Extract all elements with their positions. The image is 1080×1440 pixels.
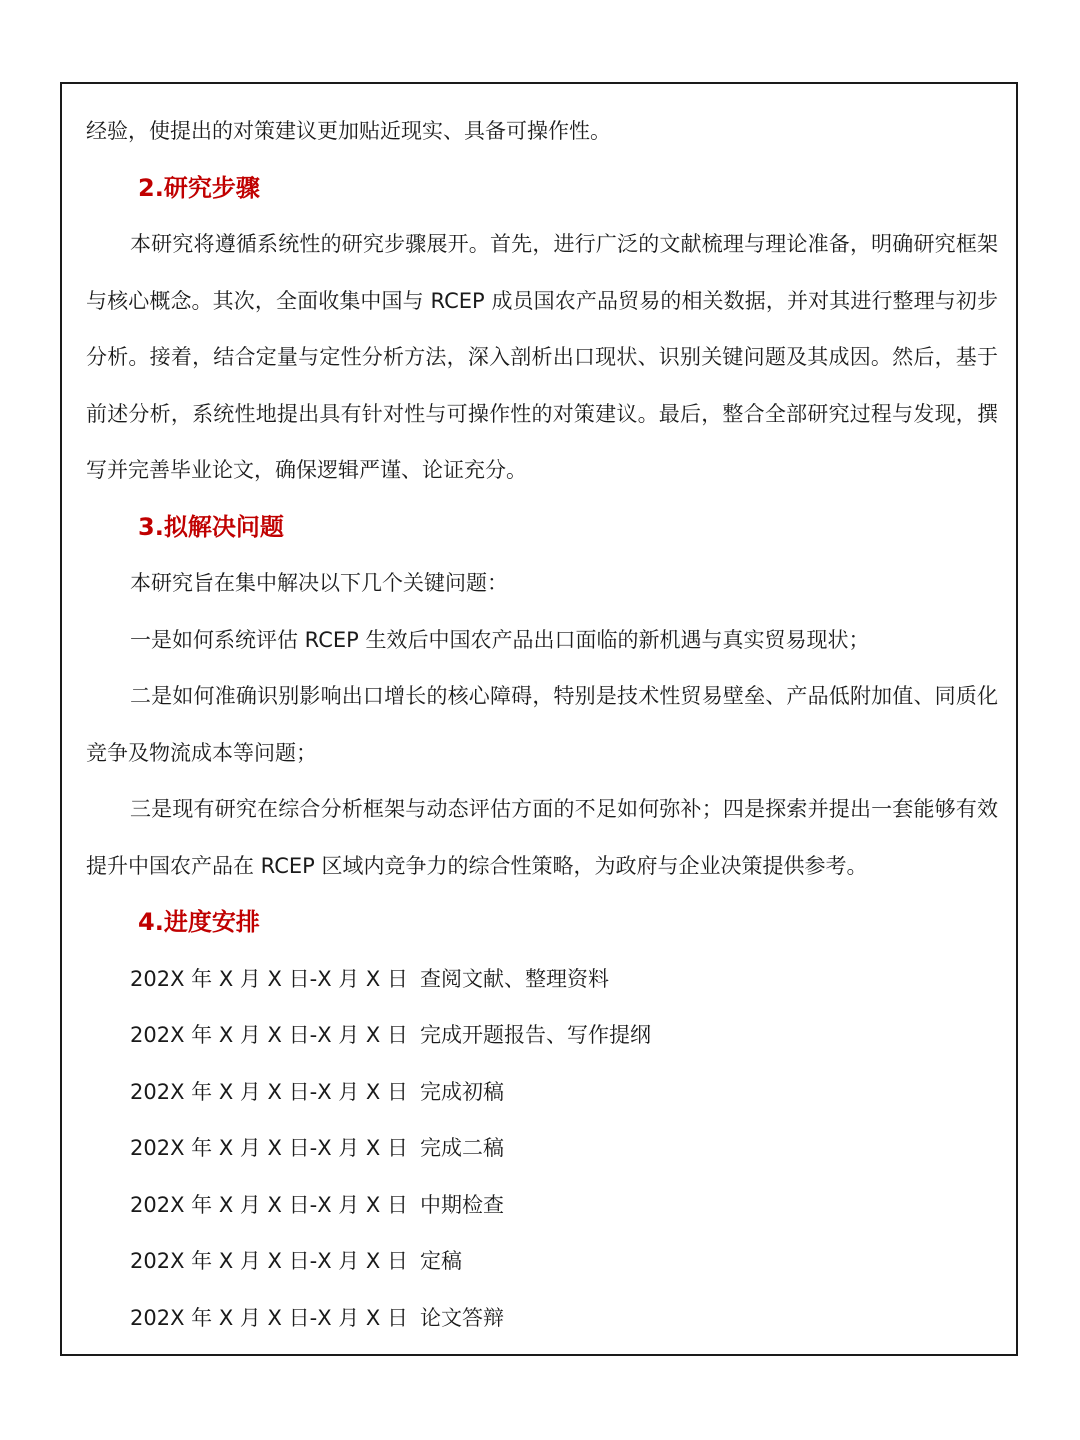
schedule-task: 完成开题报告、写作提纲 [420,1023,651,1047]
problem-item-2: 二是如何准确识别影响出口增长的核心障碍，特别是技术性贸易壁垒、产品低附加值、同质化竞争及物流成本等问题； [86,684,998,765]
schedule-row [86,1007,998,1064]
problems-intro: 本研究旨在集中解决以下几个关键问题： [130,571,508,595]
intro-tail-paragraph: 经验，使提出的对策建议更加贴近现实、具备可操作性。 [86,119,611,143]
section-heading-research-steps: 2.研究步骤 [138,173,260,202]
schedule-list [86,951,998,1347]
schedule-date: 202X 年 X 月 X 日-X 月 X 日 [130,1192,408,1217]
schedule-row [86,951,998,1008]
schedule-row [86,1177,998,1234]
schedule-task: 论文答辩 [420,1305,504,1330]
problem-item-3: 三是现有研究在综合分析框架与动态评估方面的不足如何弥补；四是探索并提出一套能够有效提升中国农产品在 RCEP 区域内竞争力的综合性策略，为政府与企业决策提供参考。 [86,797,998,878]
schedule-date: 202X 年 X 月 X 日-X 月 X 日 [130,1136,408,1160]
schedule-row [86,1290,998,1347]
schedule-date: 202X 年 X 月 X 日-X 月 X 日 [130,1249,408,1273]
schedule-date: 202X 年 X 月 X 日-X 月 X 日 [130,1023,408,1047]
schedule-task: 完成二稿 [420,1136,504,1160]
schedule-row [86,1120,998,1177]
schedule-task: 查阅文献、整理资料 [420,966,609,991]
problem-item-1: 一是如何系统评估 RCEP 生效后中国农产品出口面临的新机遇与真实贸易现状； [130,627,870,652]
schedule-task: 完成初稿 [420,1079,504,1104]
section-heading-problems: 3.拟解决问题 [138,512,284,541]
schedule-date: 202X 年 X 月 X 日-X 月 X 日 [130,966,408,991]
schedule-task: 中期检查 [420,1192,504,1217]
schedule-date: 202X 年 X 月 X 日-X 月 X 日 [130,1079,408,1104]
document-body [86,103,998,1346]
schedule-row [86,1233,998,1290]
section-heading-schedule: 4.进度安排 [138,908,260,936]
schedule-task: 定稿 [420,1249,462,1273]
research-steps-paragraph: 本研究将遵循系统性的研究步骤展开。首先，进行广泛的文献梳理与理论准备，明确研究框架与核心概念。其次，全面收集中国与 RCEP 成员国农产品贸易的相关数据，并对其进行整理与初步分析。接着，结合定量与定性分析方法，深入剖析出口现状、识别关键问题及其成因。然后，基于前述分析，系统性地提出具有针对性与可操作性的对策建议。最后，整合全部研究过程与发现，撰写并完善毕业论文，确保逻辑严谨、论证充分。 [86,232,998,482]
schedule-date: 202X 年 X 月 X 日-X 月 X 日 [130,1305,408,1330]
schedule-row [86,1064,998,1121]
